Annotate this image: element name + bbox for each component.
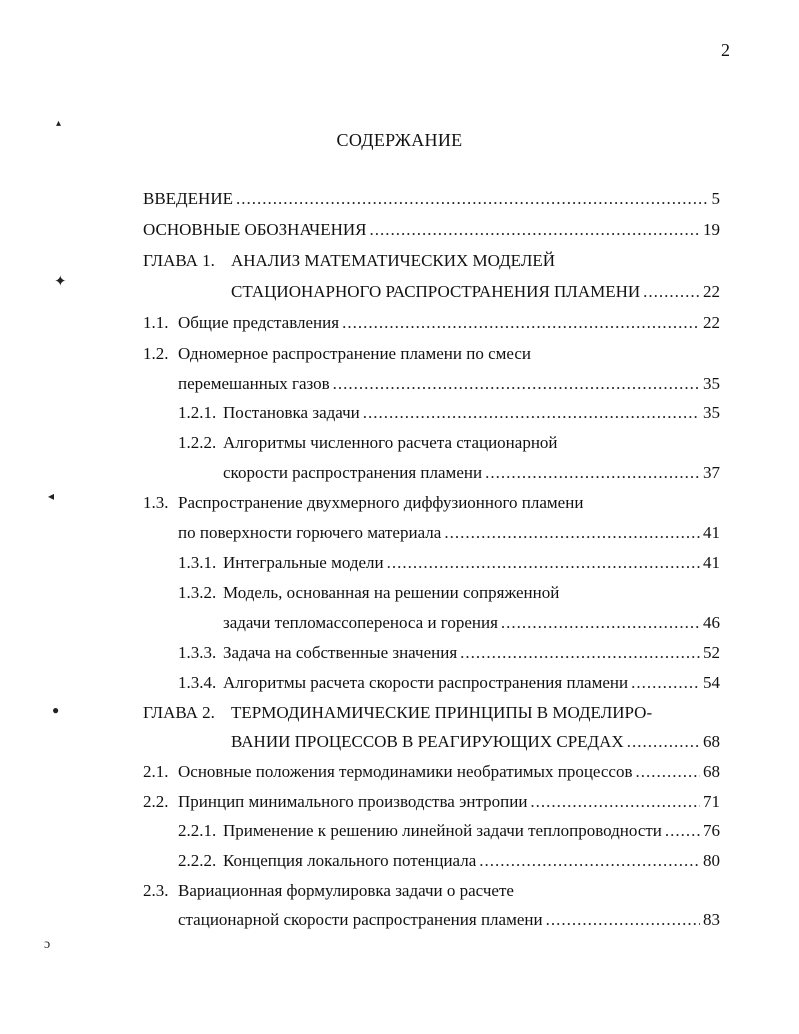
- toc-entry-title: Постановка задачи: [223, 403, 360, 422]
- toc-entry-title: Основные положения термодинамики необратимых процессов: [178, 762, 633, 781]
- toc-entry[interactable]: [178, 669, 720, 697]
- toc-entry[interactable]: [143, 758, 720, 786]
- toc-entry[interactable]: [223, 609, 720, 637]
- toc-entry[interactable]: [223, 459, 720, 487]
- toc-entry-title: ВАНИИ ПРОЦЕССОВ В РЕАГИРУЮЩИХ СРЕДАХ: [231, 732, 624, 751]
- toc-entry-title: Общие представления: [178, 313, 340, 332]
- toc-entry[interactable]: [178, 639, 720, 667]
- toc-entry-page: 37: [703, 463, 720, 482]
- toc-entry[interactable]: [178, 549, 720, 577]
- toc-entry[interactable]: [143, 185, 720, 213]
- chapter-heading[interactable]: [143, 699, 720, 727]
- toc-entry-page: 76: [703, 821, 720, 840]
- leader-dots: [501, 609, 700, 637]
- leader-dots: [387, 549, 700, 577]
- leader-dots: [236, 185, 709, 213]
- toc-entry-number: 2.2.1.: [178, 821, 217, 840]
- toc-entry-number: 2.1.: [143, 762, 169, 781]
- leader-dots: [530, 788, 700, 816]
- leader-dots: [342, 309, 700, 337]
- toc-entry[interactable]: [143, 309, 720, 337]
- leader-dots: [333, 370, 700, 398]
- toc-entry-title: по поверхности горючего материала: [178, 523, 442, 542]
- toc-entry[interactable]: [231, 278, 720, 306]
- chapter-heading[interactable]: [143, 247, 720, 275]
- toc-entry-page: 68: [703, 762, 720, 781]
- toc-entry-page: 22: [703, 313, 720, 332]
- leader-dots: [631, 669, 700, 697]
- toc-entry-title: перемешанных газов: [178, 374, 330, 393]
- scan-speck: ✦: [54, 274, 67, 290]
- toc-entry-title: Принцип минимального производства энтропии: [178, 792, 528, 811]
- toc-entry-number: 1.2.1.: [178, 403, 217, 422]
- leader-dots: [479, 847, 700, 875]
- toc-entry-number: 1.1.: [143, 313, 169, 332]
- toc-entry-title: Алгоритмы численного расчета стационарной: [223, 433, 558, 452]
- toc-entry-number: 1.3.: [143, 493, 169, 512]
- leader-dots: [636, 758, 700, 786]
- leader-dots: [369, 216, 700, 244]
- toc-entry-title: Концепция локального потенциала: [223, 851, 477, 870]
- toc-entry-title: Задача на собственные значения: [223, 643, 458, 662]
- toc-entry[interactable]: [178, 579, 720, 607]
- toc-entry[interactable]: [143, 489, 720, 517]
- toc-entry[interactable]: [143, 788, 720, 816]
- toc-entry-number: 2.2.2.: [178, 851, 217, 870]
- toc-entry-title: Одномерное распространение пламени по смеси: [178, 344, 531, 363]
- toc-entry[interactable]: [178, 817, 720, 845]
- toc-entry[interactable]: [178, 906, 720, 934]
- toc-entry-page: 68: [703, 732, 720, 751]
- leader-dots: [665, 817, 700, 845]
- toc-entry-title: Распространение двухмерного диффузионного пламени: [178, 493, 584, 512]
- toc-entry[interactable]: [178, 519, 720, 547]
- toc-entry-page: 35: [703, 403, 720, 422]
- leader-dots: [363, 399, 700, 427]
- toc-entry-number: 1.2.2.: [178, 433, 217, 452]
- toc-entry-page: 5: [711, 189, 720, 208]
- scan-speck: ●: [52, 703, 60, 717]
- toc-entry-title: Интегральные модели: [223, 553, 384, 572]
- toc-entry[interactable]: [231, 728, 720, 756]
- leader-dots: [627, 728, 700, 756]
- toc-entry-title: ОСНОВНЫЕ ОБОЗНАЧЕНИЯ: [143, 220, 367, 239]
- toc-entry[interactable]: [178, 429, 720, 457]
- toc-entry-page: 52: [703, 643, 720, 662]
- toc-entry-title: стационарной скорости распространения пламени: [178, 910, 543, 929]
- toc-entry-number: 1.3.1.: [178, 553, 217, 572]
- toc-entry-title: скорости распространения пламени: [223, 463, 483, 482]
- toc-entry-title: Алгоритмы расчета скорости распространения пламени: [223, 673, 629, 692]
- leader-dots: [444, 519, 700, 547]
- toc-entry-page: 19: [703, 220, 720, 239]
- toc-entry-title: задачи тепломассопереноса и горения: [223, 613, 498, 632]
- leader-dots: [643, 278, 700, 306]
- scan-speck: ◂: [48, 489, 55, 503]
- toc-entry[interactable]: [143, 340, 720, 368]
- toc-entry[interactable]: [178, 370, 720, 398]
- leader-dots: [460, 639, 700, 667]
- toc-entry-number: 1.3.4.: [178, 673, 217, 692]
- toc-entry-page: 22: [703, 282, 720, 301]
- toc-entry-title: Применение к решению линейной задачи теплопроводности: [223, 821, 662, 840]
- toc-entry-title: Модель, основанная на решении сопряженной: [223, 583, 560, 602]
- toc-entry-page: 80: [703, 851, 720, 870]
- toc-entry[interactable]: [178, 399, 720, 427]
- toc-entry-page: 41: [703, 553, 720, 572]
- scan-speck: ▴: [56, 118, 62, 129]
- scan-speck: ɔ: [44, 937, 51, 952]
- toc-entry-number: ГЛАВА 1.: [143, 251, 215, 270]
- toc-entry-page: 83: [703, 910, 720, 929]
- toc-entry-number: 1.3.2.: [178, 583, 217, 602]
- toc-entry-title: АНАЛИЗ МАТЕМАТИЧЕСКИХ МОДЕЛЕЙ: [231, 251, 556, 270]
- toc-entry-number: ГЛАВА 2.: [143, 703, 215, 722]
- toc-entry[interactable]: [178, 847, 720, 875]
- toc-entry-page: 35: [703, 374, 720, 393]
- page-number: 2: [721, 40, 730, 60]
- toc-entry-page: 41: [703, 523, 720, 542]
- toc-entry-page: 46: [703, 613, 720, 632]
- toc-entry-number: 2.2.: [143, 792, 169, 811]
- toc-entry[interactable]: [143, 877, 720, 905]
- toc-entry-page: 71: [703, 792, 720, 811]
- leader-dots: [485, 459, 700, 487]
- toc-entry-number: 2.3.: [143, 881, 169, 900]
- toc-entry-number: 1.3.3.: [178, 643, 217, 662]
- leader-dots: [546, 906, 700, 934]
- toc-entry-title: Вариационная формулировка задачи о расчете: [178, 881, 514, 900]
- toc-heading: СОДЕРЖАНИЕ: [336, 130, 463, 150]
- toc-entry-title: ВВЕДЕНИЕ: [143, 189, 233, 208]
- toc-entry[interactable]: [143, 216, 720, 244]
- toc-entry-number: 1.2.: [143, 344, 169, 363]
- toc-entry-page: 54: [703, 673, 720, 692]
- toc-entry-title: СТАЦИОНАРНОГО РАСПРОСТРАНЕНИЯ ПЛАМЕНИ: [231, 282, 641, 301]
- toc-entry-title: ТЕРМОДИНАМИЧЕСКИЕ ПРИНЦИПЫ В МОДЕЛИРО-: [231, 703, 653, 722]
